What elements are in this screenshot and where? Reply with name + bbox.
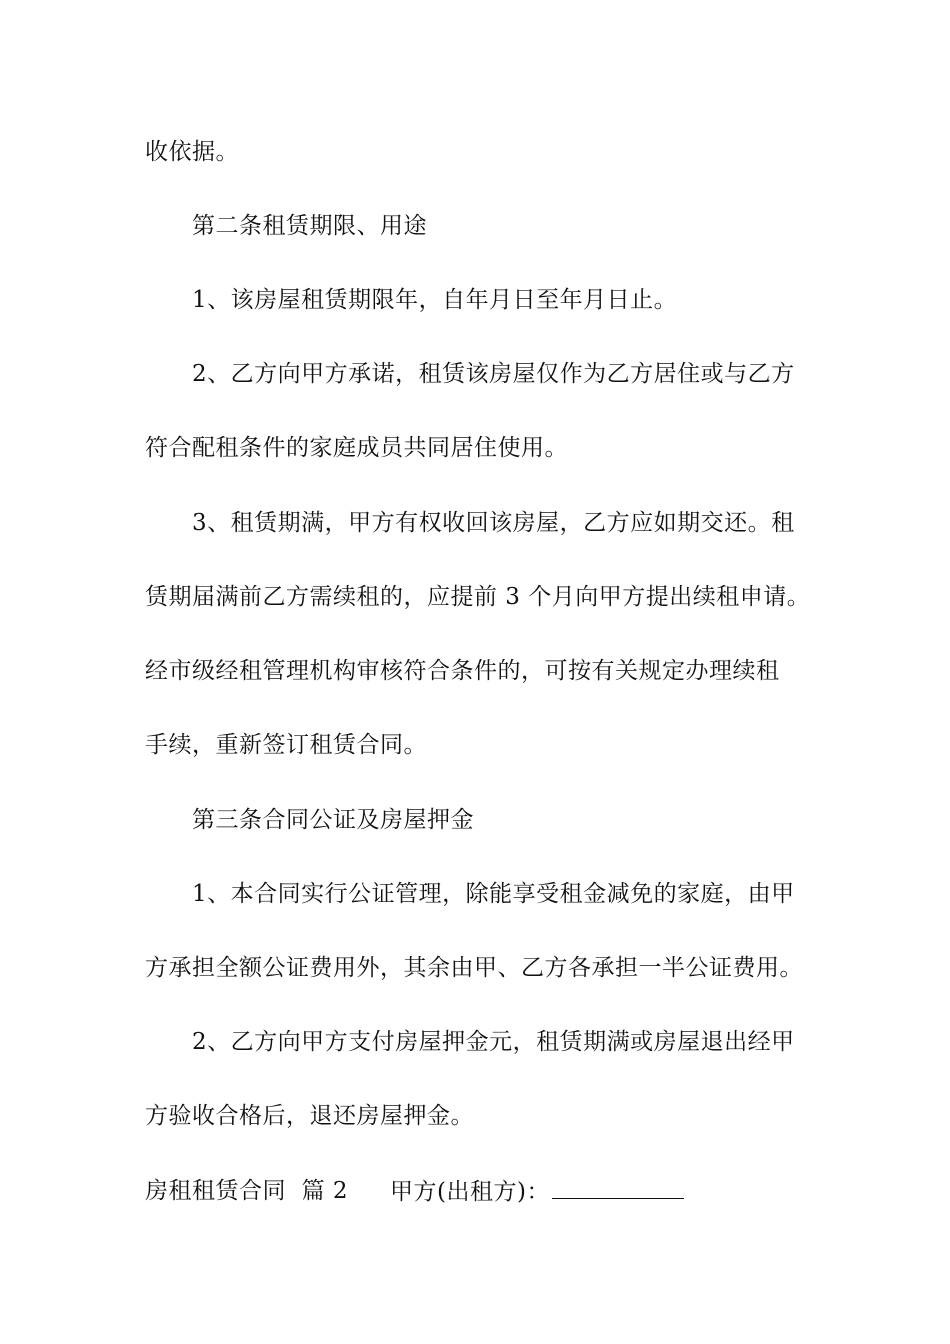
paragraph-line: 1、该房屋租赁期限年，自年月日至年月日止。 (192, 287, 678, 313)
paragraph-line: 3、租赁期满，甲方有权收回该房屋，乙方应如期交还。租 (192, 510, 795, 536)
party-a-field (390, 1176, 684, 1207)
party-a-label: 甲方(出租方)： (390, 1179, 550, 1205)
party-a-blank (552, 1176, 684, 1199)
paragraph-line: 2、乙方向甲方支付房屋押金元，租赁期满或房屋退出经甲 (192, 1029, 795, 1055)
paragraph-line: 方承担全额公证费用外，其余由甲、乙方各承担一半公证费用。 (145, 955, 803, 981)
paragraph-line: 收依据。 (145, 139, 239, 165)
section-heading: 第二条租赁期限、用途 (192, 213, 427, 239)
paragraph-line: 方验收合格后，退还房屋押金。 (145, 1103, 474, 1129)
paragraph-line: 手续，重新签订租赁合同。 (145, 732, 427, 758)
paragraph-line: 符合配租条件的家庭成员共同居住使用。 (145, 435, 568, 461)
paragraph-line: 1、本合同实行公证管理，除能享受租金减免的家庭，由甲 (192, 881, 795, 907)
paragraph-line: 2、乙方向甲方承诺，租赁该房屋仅作为乙方居住或与乙方 (192, 361, 795, 387)
section-heading: 第三条合同公证及房屋押金 (192, 807, 474, 833)
paragraph-line: 经市级经租管理机构审核符合条件的，可按有关规定办理续租 (145, 658, 780, 684)
paragraph-line: 赁期届满前乙方需续租的，应提前 3 个月向甲方提出续租申请。 (145, 584, 811, 610)
contract-title: 房租租赁合同 篇 2 (145, 1178, 349, 1204)
